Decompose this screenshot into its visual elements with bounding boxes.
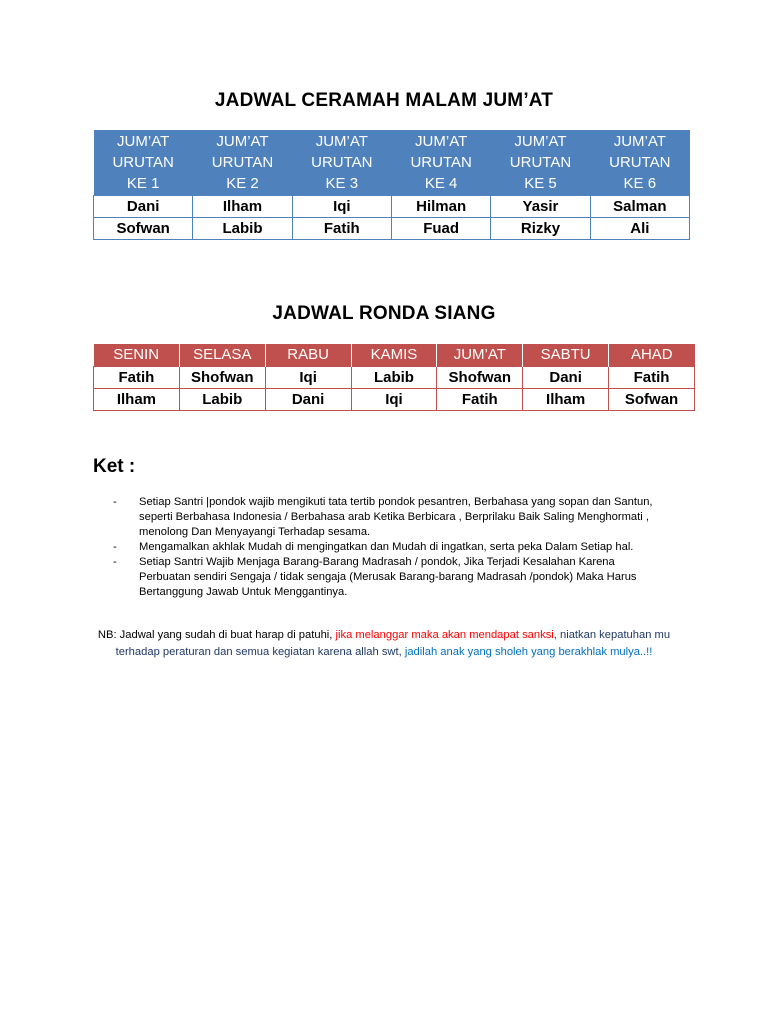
table-cell: Sofwan [609,389,695,411]
nb-note-closing: jadilah anak yang sholeh yang berakhlak mulya..!! [404,646,653,658]
day-header-cell: KAMIS [351,344,437,367]
table-cell: Ilham [193,196,292,218]
list-item [113,495,658,540]
table-cell: Labib [179,389,265,411]
table-cell: Shofwan [179,367,265,389]
list-item-text: Mengamalkan akhlak Mudah di mengingatkan dan Mudah di ingatkan, serta peka Dalam Setiap hal. [139,541,634,553]
ronda-schedule-title: JADWAL RONDA SIANG [272,303,496,324]
table-row [94,389,695,411]
nb-note-warning: jika melanggar maka akan mendapat sanksi [335,629,554,641]
bullet-dash: - [113,541,117,553]
nb-note-intro: NB: Jadwal yang sudah di buat harap di patuhi, [97,629,336,641]
table-cell: Ilham [523,389,609,411]
table-cell: Iqi [265,367,351,389]
table-row [94,218,690,240]
ceramah-schedule-title: JADWAL CERAMAH MALAM JUM’AT [214,90,554,111]
table-cell: Hilman [391,196,490,218]
nb-note [95,627,673,661]
notes-list [113,495,658,600]
table-cell: Yasir [491,196,590,218]
list-item [113,555,658,600]
table-cell: Dani [265,389,351,411]
table-cell: Labib [193,218,292,240]
table-cell: Ali [590,218,689,240]
table-cell: Fuad [391,218,490,240]
table-cell: Shofwan [437,367,523,389]
ceramah-header-row [94,130,690,196]
ceramah-header-cell: JUM’AT URUTAN KE 4 [391,130,490,196]
list-item-text: Setiap Santri |pondok wajib mengikuti tata tertib pondok pesantren, Berbahasa yang sopan dan Santun, seperti Berbahasa Indonesia / Berbahasa arab Ketika Berbicara , Berprilaku Baik Saling Menghormati , menolong Dan Menyayangi Terhadap sesama. [139,496,653,538]
bullet-dash: - [113,556,117,568]
table-cell: Labib [351,367,437,389]
table-cell: Ilham [94,389,180,411]
day-header-cell: SENIN [94,344,180,367]
day-header-cell: RABU [265,344,351,367]
table-cell: Fatih [292,218,391,240]
ceramah-header-cell: JUM’AT URUTAN KE 6 [590,130,689,196]
notes-heading: Ket : [93,456,136,477]
table-cell: Fatih [609,367,695,389]
ceramah-header-cell: JUM’AT URUTAN KE 1 [94,130,193,196]
list-item-text: Setiap Santri Wajib Menjaga Barang-Barang Madrasah / pondok, Jika Terjadi Kesalahan Karena Perbuatan sendiri Sengaja / tidak sengaja (Merusak Barang-barang Madrasah /pondok) Maka Harus Bertanggung Jawab Untuk Menggantinya. [139,556,637,598]
ronda-schedule-table [93,344,695,411]
ceramah-schedule-table [93,130,690,240]
table-row [94,367,695,389]
day-header-cell: SELASA [179,344,265,367]
table-cell: Rizky [491,218,590,240]
ceramah-header-cell: JUM’AT URUTAN KE 5 [491,130,590,196]
ceramah-header-cell: JUM’AT URUTAN KE 2 [193,130,292,196]
table-row [94,196,690,218]
table-cell: Iqi [292,196,391,218]
table-cell: Sofwan [94,218,193,240]
table-cell: Dani [523,367,609,389]
ronda-header-row [94,344,695,367]
bullet-dash: - [113,496,117,508]
table-cell: Iqi [351,389,437,411]
ceramah-header-cell: JUM’AT URUTAN KE 3 [292,130,391,196]
table-cell: Salman [590,196,689,218]
table-cell: Fatih [94,367,180,389]
table-cell: Fatih [437,389,523,411]
day-header-cell: SABTU [523,344,609,367]
day-header-cell: JUM’AT [437,344,523,367]
nb-note-intention: , niatkan kepatuhan mu terhadap peraturan dan semua kegiatan karena allah swt, [115,629,671,658]
list-item [113,540,658,555]
table-cell: Dani [94,196,193,218]
day-header-cell: AHAD [609,344,695,367]
